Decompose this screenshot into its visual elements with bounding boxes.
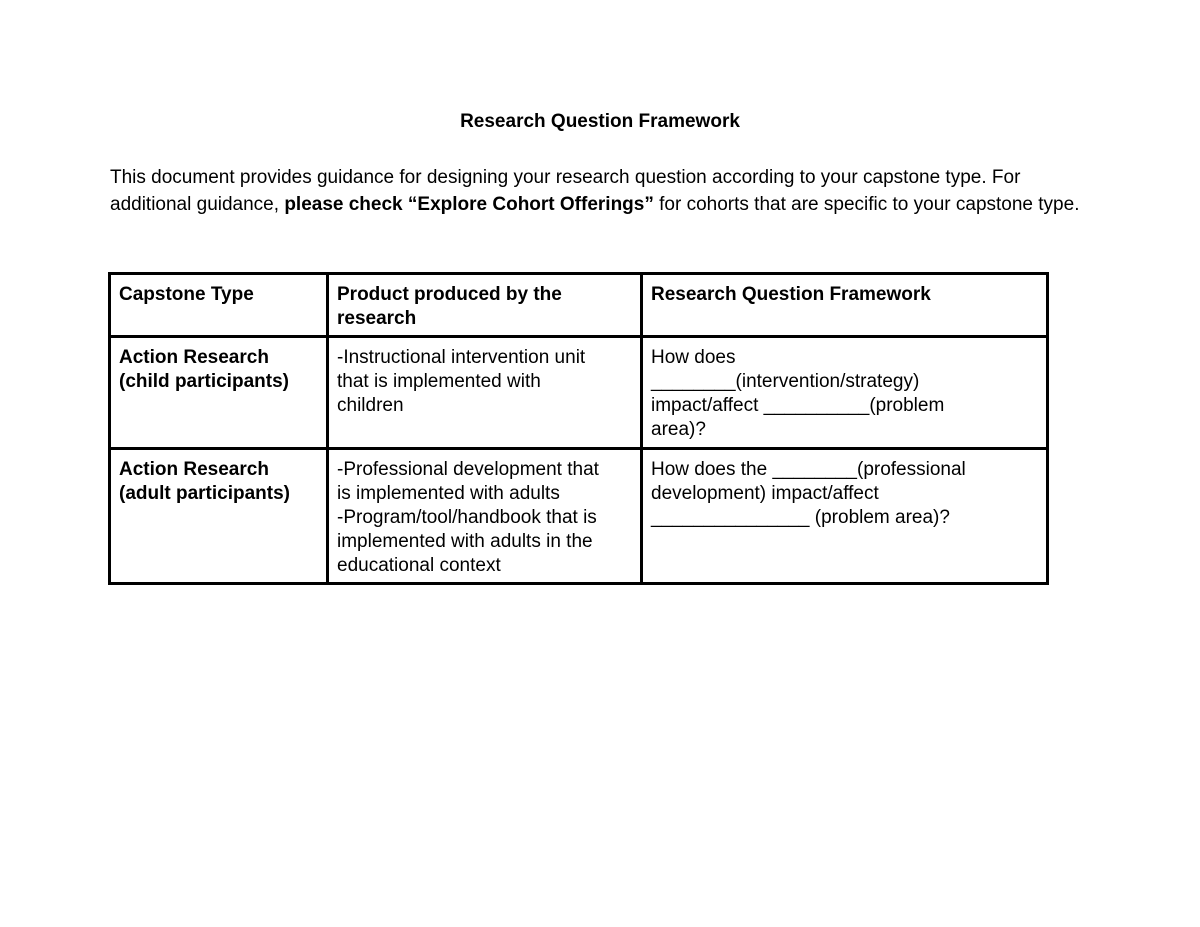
cell-line: development) impact/affect bbox=[651, 483, 879, 504]
cell-line: educational context bbox=[337, 555, 501, 576]
intro-text-part2: for cohorts that are specific to your capstone type. bbox=[653, 194, 1080, 215]
cell-line: is implemented with adults bbox=[337, 483, 560, 504]
cell-line: children bbox=[337, 395, 404, 416]
cell-line: that is implemented with bbox=[337, 371, 541, 392]
intro-text-emphasis: please check “Explore Cohort Offerings” bbox=[284, 194, 654, 215]
header-capstone-type bbox=[110, 274, 328, 337]
table-row bbox=[110, 449, 1048, 584]
table-row bbox=[110, 337, 1048, 449]
cell-product bbox=[328, 449, 642, 584]
cell-capstone-type bbox=[110, 449, 328, 584]
header-product bbox=[328, 274, 642, 337]
cell-line: (child participants) bbox=[119, 371, 289, 392]
cell-line: _______________ (problem area)? bbox=[651, 507, 950, 528]
cell-line: -Program/tool/handbook that is bbox=[337, 507, 597, 528]
cell-framework bbox=[642, 337, 1048, 449]
cell-product bbox=[328, 337, 642, 449]
cell-line: impact/affect __________(problem bbox=[651, 395, 945, 416]
page-title: Research Question Framework bbox=[460, 111, 740, 132]
cell-capstone-type bbox=[110, 337, 328, 449]
header-line: Product produced by the bbox=[337, 284, 562, 305]
cell-line: ________(intervention/strategy) bbox=[651, 371, 920, 392]
cell-line: How does the ________(professional bbox=[651, 459, 966, 480]
framework-table bbox=[108, 272, 1049, 585]
table-header-row bbox=[110, 274, 1048, 337]
cell-line: area)? bbox=[651, 419, 706, 440]
cell-line: implemented with adults in the bbox=[337, 531, 593, 552]
header-line: Capstone Type bbox=[119, 284, 254, 305]
cell-framework bbox=[642, 449, 1048, 584]
cell-line: Action Research bbox=[119, 459, 269, 480]
header-line: Research Question Framework bbox=[651, 284, 931, 305]
cell-line: How does bbox=[651, 347, 736, 368]
intro-text-part1: This document provides guidance for designing your research question according to your capstone type. For additional guidance, bbox=[110, 167, 1021, 215]
cell-line: -Professional development that bbox=[337, 459, 599, 480]
header-framework bbox=[642, 274, 1048, 337]
intro-paragraph bbox=[110, 164, 1100, 218]
header-line: research bbox=[337, 308, 417, 329]
cell-line: -Instructional intervention unit bbox=[337, 347, 586, 368]
cell-line: (adult participants) bbox=[119, 483, 291, 504]
cell-line: Action Research bbox=[119, 347, 269, 368]
